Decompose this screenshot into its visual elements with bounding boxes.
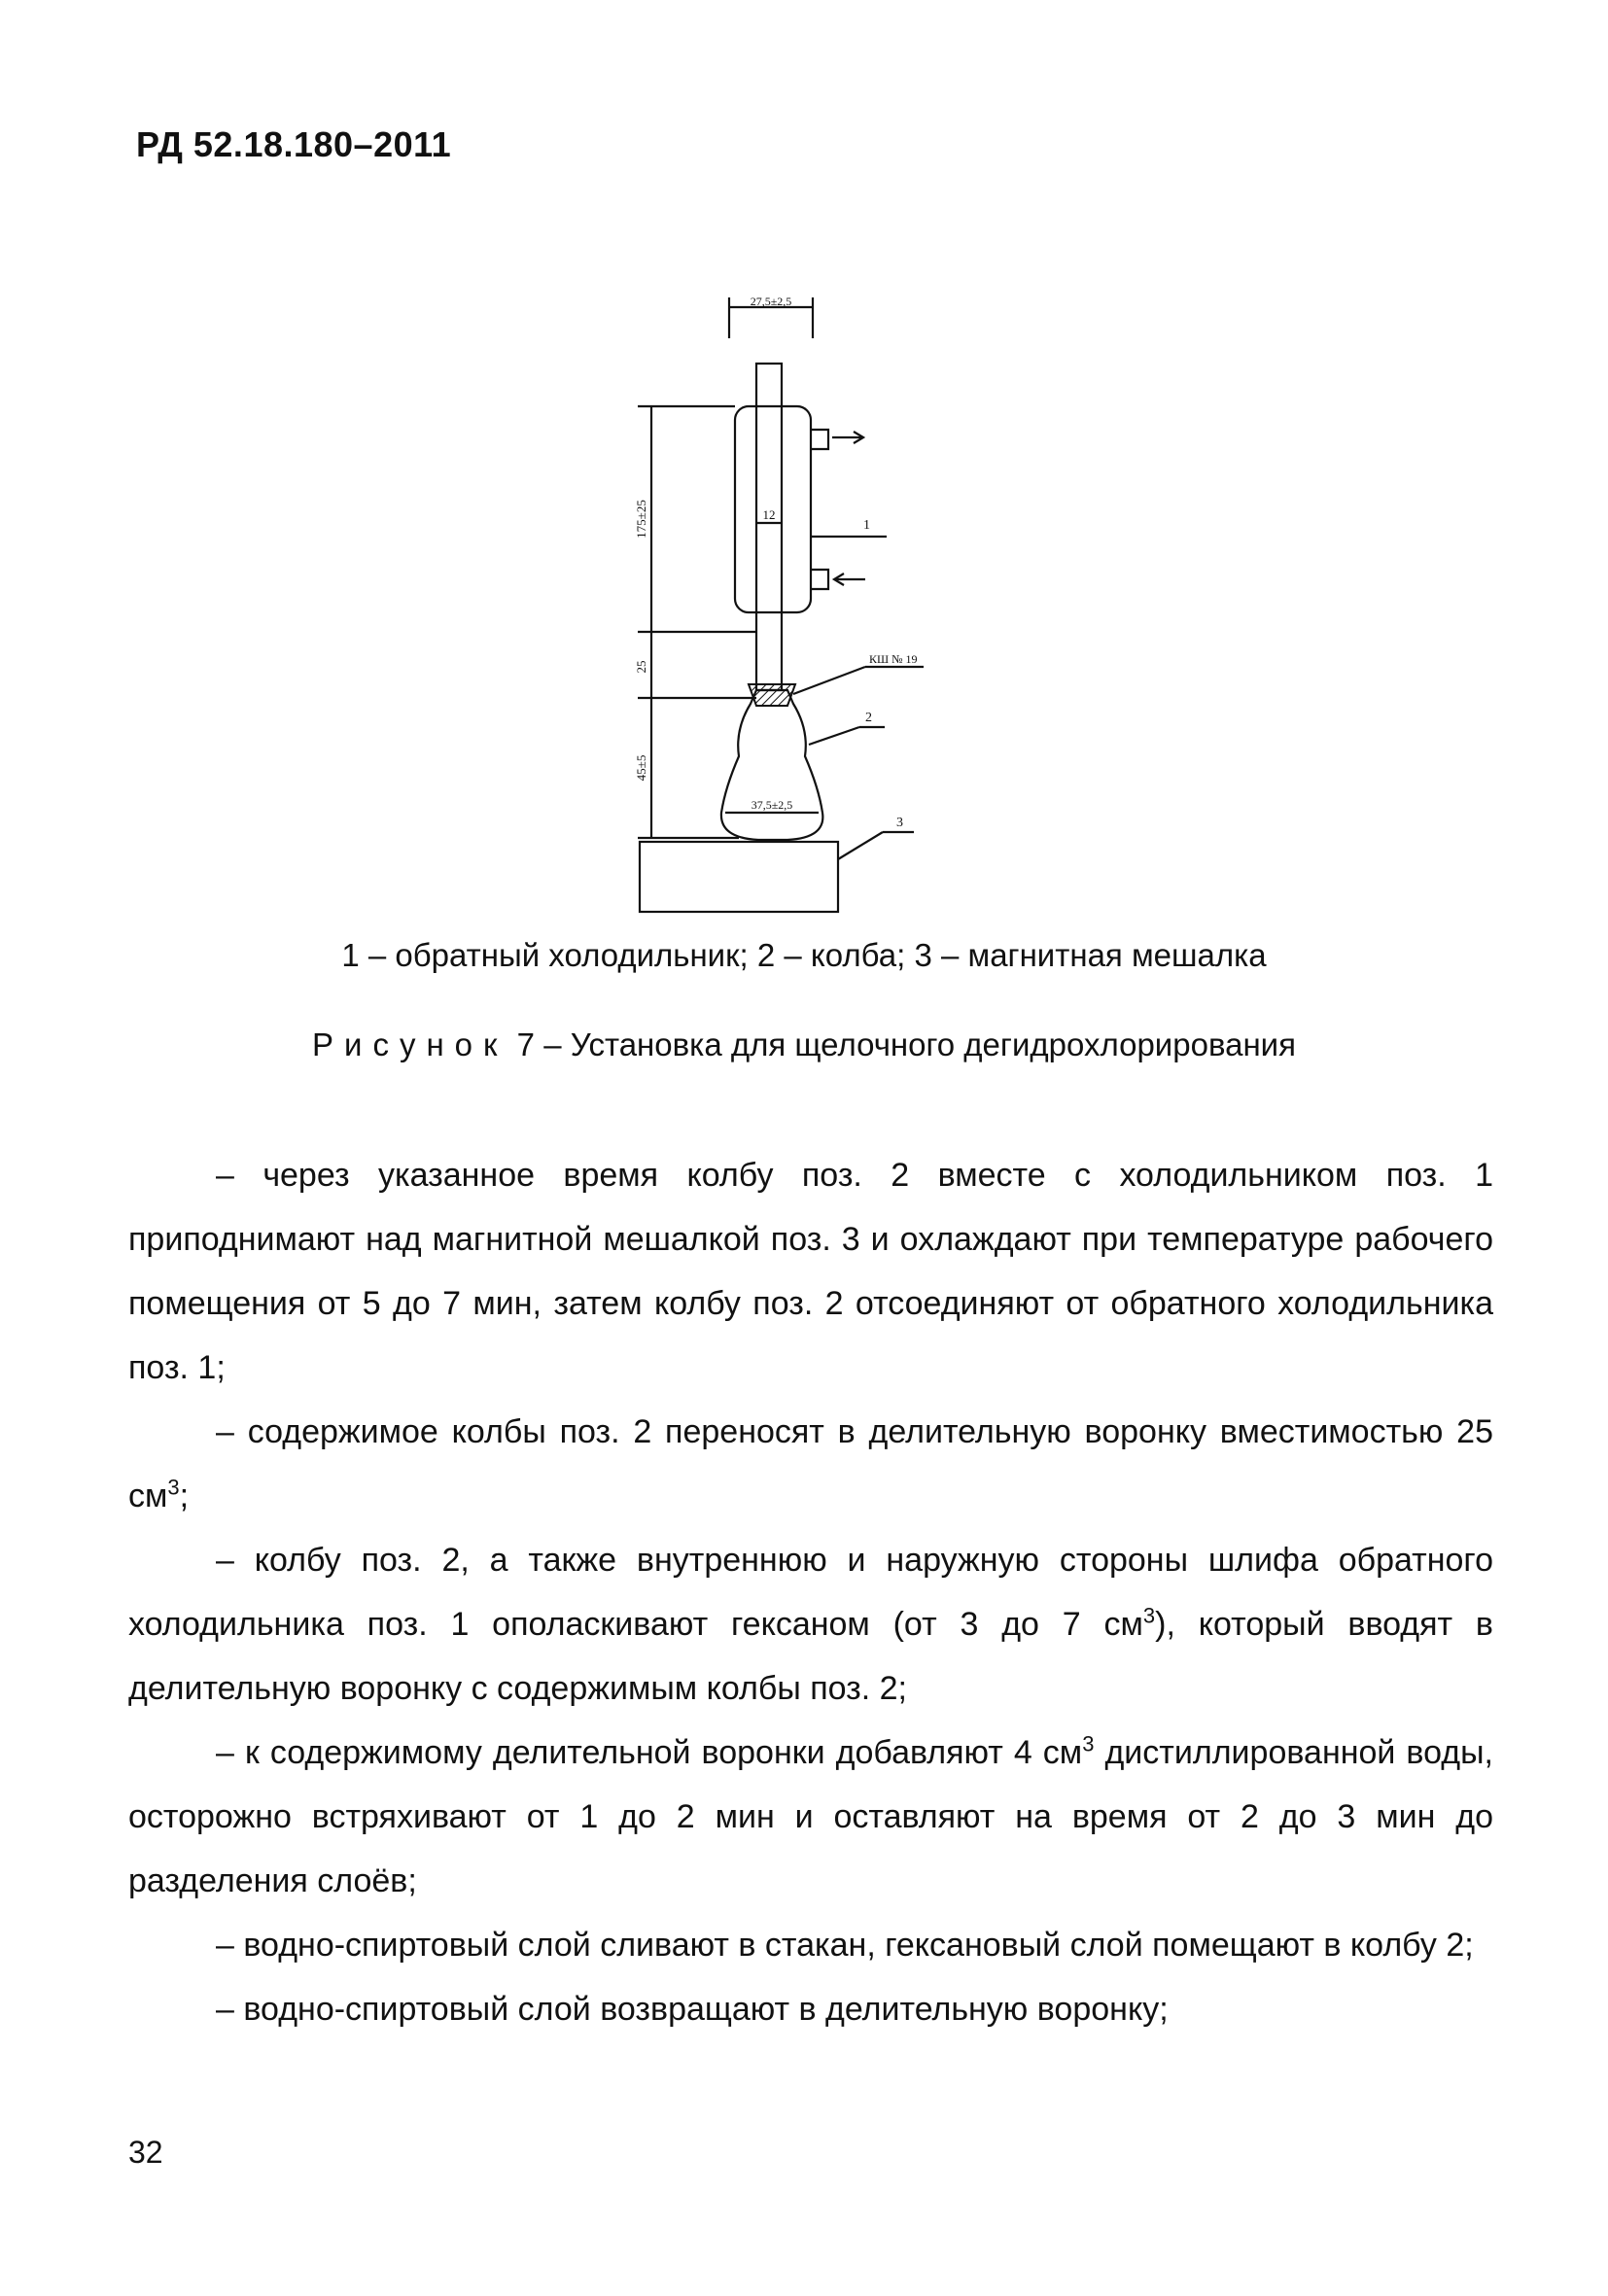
leader-line-joint: [793, 667, 865, 694]
figure-legend: 1 – обратный холодильник; 2 – колба; 3 – магнитная мешалка: [341, 937, 1267, 973]
paragraph-1: – через указанное время колбу поз. 2 вместе с холодильником поз. 1 приподнимают над магнитной мешалкой поз. 3 и охлаждают при температуре рабочего помещения от 5 до 7 мин, затем колбу поз. 2 отсоединяют от обратного холодильника поз. 1;: [128, 1157, 1493, 1386]
dim-gap-label: 25: [634, 660, 648, 674]
document-code: РД 52.18.180–2011: [136, 124, 452, 164]
joint-label: КШ № 19: [869, 652, 918, 666]
dim-cond-height-label: 175±25: [634, 500, 648, 539]
dim-flask-width-label: 37,5±2,5: [751, 798, 793, 812]
callout-2: 2: [865, 711, 872, 725]
leader-line-2: [809, 727, 859, 745]
callout-3: 3: [896, 816, 903, 830]
water-outlet-port: [811, 430, 828, 449]
paragraph-6: – водно-спиртовый слой возвращают в делительную воронку;: [216, 1991, 1169, 2028]
apparatus-diagram: [632, 282, 1001, 923]
apparatus-figure: [632, 282, 1001, 923]
dim-inner-label: 12: [762, 507, 776, 522]
page-number: 32: [128, 2135, 163, 2170]
flask-outline: [721, 690, 822, 840]
dim-flask-height-label: 45±5: [634, 754, 648, 782]
caption-text: – Установка для щелочного дегидрохлорирования: [543, 1026, 1296, 1062]
dim-top-label: 27,5±2,5: [750, 295, 792, 308]
figure-caption: [0, 1026, 1608, 1063]
paragraph-4: – к содержимому делительной воронки добавляют 4 $см^3$ дистиллированной воды, осторожно встряхивают от 1 до 2 мин и оставляют на время от 2 до 3 мин до разделения слоёв;: [128, 1731, 1493, 1899]
caption-word: Рисунок: [312, 1026, 508, 1062]
body-text: [128, 1143, 1493, 2041]
paragraph-2: – содержимое колбы поз. 2 переносят в делительную воронку вместимостью 25 $см^3$;: [128, 1413, 1493, 1514]
water-inlet-port: [811, 570, 828, 589]
magnetic-stirrer-box: [640, 842, 838, 912]
callout-1: 1: [863, 518, 870, 533]
leader-line-3: [838, 832, 883, 859]
caption-number: 7: [516, 1026, 536, 1062]
ground-joint-hatch: [749, 684, 795, 706]
paragraph-5: – водно-спиртовый слой сливают в стакан, гексановый слой помещают в колбу 2;: [216, 1927, 1474, 1964]
condenser-inner-tube: [756, 364, 782, 690]
paragraph-3: – колбу поз. 2, а также внутреннюю и наружную стороны шлифа обратного холодильника поз. 1 ополаскивают гексаном (от 3 до 7 $см^3$), который вводят в делительную воронку с содержимым колбы поз. 2;: [128, 1542, 1493, 1707]
